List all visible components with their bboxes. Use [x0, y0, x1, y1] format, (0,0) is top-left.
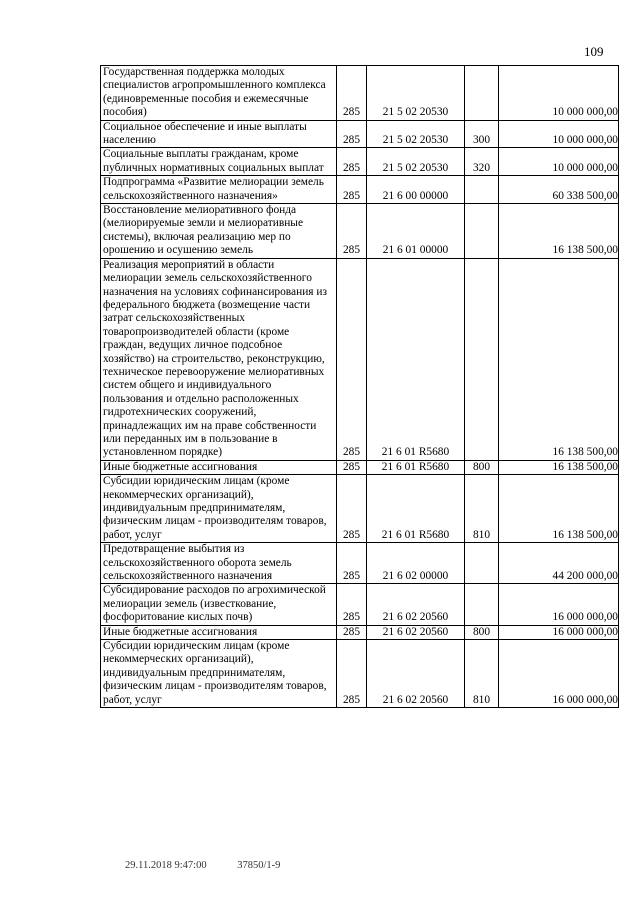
budget-table-body	[101, 66, 619, 708]
table-row	[101, 460, 619, 474]
row-name: Государственная поддержка молодых специалистов агропромышленного комплекса (единовременные пособия и ежемесячные пособия)	[101, 66, 337, 121]
page-number: 109	[584, 44, 604, 59]
row-name: Субсидии юридическим лицам (кроме некоммерческих организаций), индивидуальным предпринимателям, физическим лицам - производителям товаров, работ, услуг	[101, 640, 337, 708]
row-grbs: 285	[337, 148, 367, 176]
row-expense-type: 810	[465, 640, 499, 708]
row-amount: 10 000 000,00	[499, 148, 619, 176]
table-row	[101, 66, 619, 121]
row-grbs: 285	[337, 460, 367, 474]
row-amount: 16 000 000,00	[499, 625, 619, 639]
row-expense-type: 800	[465, 460, 499, 474]
row-amount: 16 138 500,00	[499, 475, 619, 543]
row-target-code: 21 6 02 20560	[367, 584, 465, 625]
row-grbs: 285	[337, 584, 367, 625]
footer-timestamp: 29.11.2018 9:47:00	[125, 860, 207, 871]
row-amount: 16 000 000,00	[499, 640, 619, 708]
table-row	[101, 120, 619, 148]
row-name: Социальные выплаты гражданам, кроме публичных нормативных социальных выплат	[101, 148, 337, 176]
table-row	[101, 640, 619, 708]
row-expense-type: 810	[465, 475, 499, 543]
row-name: Подпрограмма «Развитие мелиорации земель сельскохозяйственного назначения»	[101, 176, 337, 204]
row-target-code: 21 6 01 R5680	[367, 460, 465, 474]
row-target-code: 21 6 02 00000	[367, 543, 465, 584]
row-target-code: 21 6 02 20560	[367, 640, 465, 708]
row-amount: 16 000 000,00	[499, 584, 619, 625]
row-amount: 10 000 000,00	[499, 120, 619, 148]
row-expense-type: 320	[465, 148, 499, 176]
row-target-code: 21 6 01 R5680	[367, 475, 465, 543]
row-grbs: 285	[337, 543, 367, 584]
row-name: Социальное обеспечение и иные выплаты населению	[101, 120, 337, 148]
row-grbs: 285	[337, 625, 367, 639]
row-name: Субсидии юридическим лицам (кроме некоммерческих организаций), индивидуальным предпринимателям, физическим лицам - производителям товаров, работ, услуг	[101, 475, 337, 543]
row-name: Иные бюджетные ассигнования	[101, 460, 337, 474]
row-target-code: 21 5 02 20530	[367, 66, 465, 121]
row-amount: 44 200 000,00	[499, 543, 619, 584]
row-amount: 10 000 000,00	[499, 66, 619, 121]
row-target-code: 21 6 01 R5680	[367, 258, 465, 460]
row-amount: 16 138 500,00	[499, 460, 619, 474]
budget-table	[100, 65, 619, 708]
table-row	[101, 258, 619, 460]
row-name: Предотвращение выбытия из сельскохозяйственного оборота земель сельскохозяйственного назначения	[101, 543, 337, 584]
row-expense-type	[465, 543, 499, 584]
row-grbs: 285	[337, 640, 367, 708]
row-name: Восстановление мелиоративного фонда (мелиорируемые земли и мелиоративные системы), включая реализацию мер по орошению и осушению земель	[101, 204, 337, 259]
row-expense-type	[465, 258, 499, 460]
row-target-code: 21 5 02 20530	[367, 120, 465, 148]
row-amount: 16 138 500,00	[499, 204, 619, 259]
row-target-code: 21 5 02 20530	[367, 148, 465, 176]
row-expense-type	[465, 176, 499, 204]
row-grbs: 285	[337, 120, 367, 148]
footer	[125, 860, 308, 871]
row-grbs: 285	[337, 475, 367, 543]
row-expense-type	[465, 66, 499, 121]
table-row	[101, 176, 619, 204]
row-grbs: 285	[337, 66, 367, 121]
row-target-code: 21 6 00 00000	[367, 176, 465, 204]
row-name: Реализация мероприятий в области мелиорации земель сельскохозяйственного назначения на условиях софинансирования из федерального бюджета (возмещение части затрат сельскохозяйственных товаропроизводителей области (кроме граждан, ведущих личное подсобное хозяйство) на строительство, реконструкцию, техническое перевооружение мелиоративных систем общего и индивидуального пользования и отдельно расположенных гидротехнических сооружений, принадлежащих им на праве собственности или переданных им в пользование в установленном порядке)	[101, 258, 337, 460]
table-row	[101, 584, 619, 625]
table-row	[101, 148, 619, 176]
row-expense-type	[465, 204, 499, 259]
row-target-code: 21 6 02 20560	[367, 625, 465, 639]
row-expense-type	[465, 584, 499, 625]
table-row	[101, 543, 619, 584]
table-row	[101, 204, 619, 259]
row-expense-type: 300	[465, 120, 499, 148]
table-row	[101, 475, 619, 543]
row-name: Иные бюджетные ассигнования	[101, 625, 337, 639]
table-row	[101, 625, 619, 639]
row-name: Субсидирование расходов по агрохимической мелиорации земель (известкование, фосфоритование кислых почв)	[101, 584, 337, 625]
row-amount: 60 338 500,00	[499, 176, 619, 204]
row-grbs: 285	[337, 204, 367, 259]
row-expense-type: 800	[465, 625, 499, 639]
row-amount: 16 138 500,00	[499, 258, 619, 460]
row-target-code: 21 6 01 00000	[367, 204, 465, 259]
footer-doc-id: 37850/1-9	[237, 860, 281, 871]
row-grbs: 285	[337, 176, 367, 204]
row-grbs: 285	[337, 258, 367, 460]
